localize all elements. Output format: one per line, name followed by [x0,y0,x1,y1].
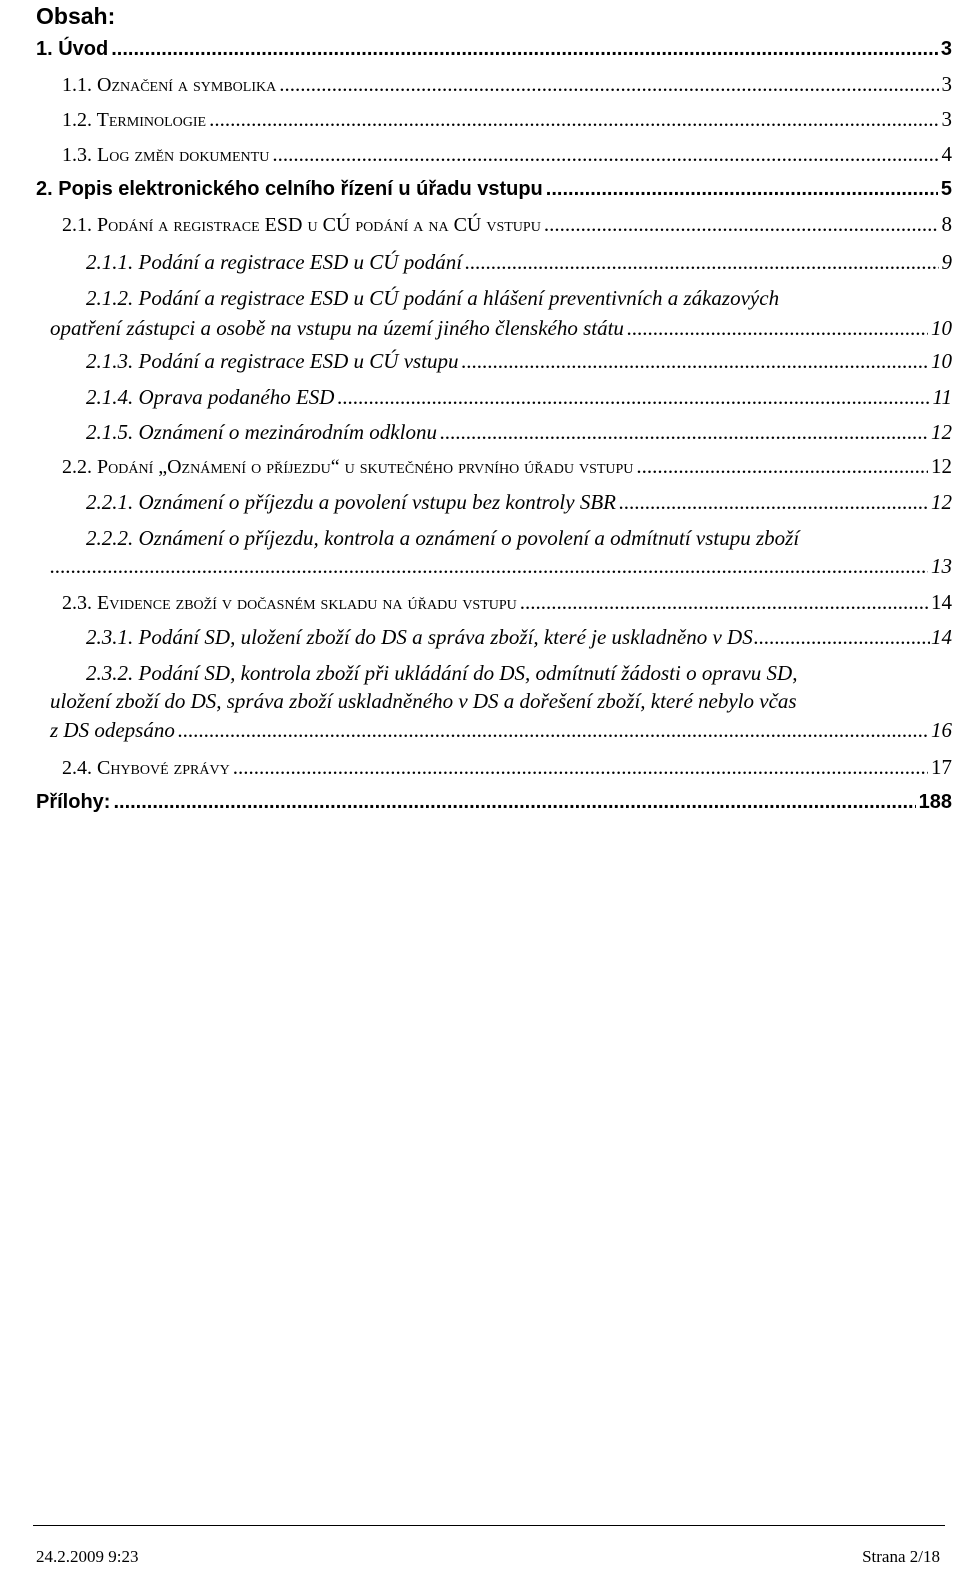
dot-leader [233,754,928,780]
toc-entry-page: 5 [940,178,952,200]
dot-leader [272,141,938,167]
dot-leader [754,624,930,650]
toc-entry-title-continued: z DS odepsáno [50,718,175,742]
toc-entry-title: 2.2.1. Oznámení o příjezdu a povolení vstupu bez kontroly SBR [86,490,616,514]
toc-entry[interactable] [0,36,960,62]
toc-entry[interactable] [0,589,960,615]
toc-entry[interactable] [0,624,960,650]
toc-entry-title: 2.1.2. Podání a registrace ESD u CÚ podání a hlášení preventivních a zákazových [86,286,780,310]
toc-entry-title: 2.3.1. Podání SD, uložení zboží do DS a správa zboží, které je uskladněno v DS [86,625,753,649]
toc-entry-page: 17 [931,755,952,779]
toc-entry[interactable] [0,525,960,581]
dot-leader [627,315,928,341]
dot-leader [178,717,928,743]
toc-entry[interactable] [0,489,960,515]
footer-page-number: Strana 2/18 [862,1547,940,1566]
dot-leader [619,489,928,515]
toc-entry-page: 3 [941,72,952,96]
toc-entry-page: 11 [932,385,952,409]
toc-entry-page: 12 [931,454,952,478]
toc-entry[interactable] [0,106,960,132]
toc-entry-page: 9 [941,250,952,274]
toc-entry-title: 1.3. Log změn dokumentu [62,144,270,166]
toc-entry-page: 12 [931,420,952,444]
toc-entry-page: 10 [931,349,952,373]
toc-entry[interactable] [0,384,960,410]
toc-entry[interactable] [0,419,960,445]
toc-entry-page: 10 [931,316,952,340]
dot-leader [636,453,928,479]
toc-entry-title: 2.1.5. Oznámení o mezinárodním odklonu [86,420,437,444]
toc-entry-title: 1. Úvod [36,38,109,60]
toc-entry-page: 13 [931,554,952,578]
toc-heading: Obsah: [36,3,116,29]
toc-entry-title: 2.3. Evidence zboží v dočasném skladu na úřadu vstupu [62,592,517,614]
dot-leader [465,249,938,275]
toc-entry[interactable] [0,141,960,167]
dot-leader [462,348,928,374]
toc-entry[interactable] [0,348,960,374]
toc-entry[interactable] [0,176,960,202]
dot-leader [544,211,939,237]
dot-leader [50,553,928,579]
toc-entry[interactable] [0,789,960,815]
toc-entry-page: 14 [931,625,952,649]
toc-entry[interactable] [0,285,960,341]
toc-entry[interactable] [0,453,960,479]
toc-entry-title: 2.2.2. Oznámení o příjezdu, kontrola a oznámení o povolení a odmítnutí vstupu zboží [86,526,800,550]
dot-leader [337,384,929,410]
toc-entry-title: 2.1.4. Oprava podaného ESD [86,385,335,409]
toc-entry-title-continued: opatření zástupci a osobě na vstupu na území jiného členského státu [50,316,624,340]
toc-entry[interactable] [0,754,960,780]
toc-entry-title: 2. Popis elektronického celního řízení u úřadu vstupu [36,178,543,200]
toc-entry-title: 2.3.2. Podání SD, kontrola zboží při ukládání do DS, odmítnutí žádosti o opravu SD, [86,661,798,685]
toc-entry-title-continued: uložení zboží do DS, správa zboží uskladněného v DS a dořešení zboží, které nebylo včas [50,689,797,713]
toc-entry-page: 3 [940,38,952,60]
toc-entry-page: 16 [931,718,952,742]
dot-leader [209,106,938,132]
toc-entry-title: Přílohy: [36,791,111,813]
toc-entry-page: 14 [931,590,952,614]
toc-entry[interactable] [0,211,960,237]
dot-leader [111,36,938,62]
toc-entry-title: 2.1.1. Podání a registrace ESD u CÚ podání [86,250,463,274]
footer-date: 24.2.2009 9:23 [36,1547,139,1566]
toc-entry[interactable] [0,71,960,97]
toc-entry-page: 188 [918,791,952,813]
toc-entry-page: 12 [931,490,952,514]
toc-entry-page: 4 [941,142,952,166]
dot-leader [546,176,938,202]
toc-entry-title: 1.1. Označení a symbolika [62,74,277,96]
toc-entry-page: 3 [941,107,952,131]
toc-entry-title: 2.2. Podání „Oznámení o příjezdu“ u skutečného prvního úřadu vstupu [62,456,634,478]
dot-leader [279,71,938,97]
dot-leader [440,419,928,445]
toc-entry[interactable] [0,660,960,744]
toc-entry-title: 2.4. Chybové zprávy [62,757,230,779]
dot-leader [113,789,915,815]
dot-leader [520,589,928,615]
toc-entry-page: 8 [941,212,952,236]
toc-entry-title: 2.1. Podání a registrace ESD u CÚ podání a na CÚ vstupu [62,214,541,236]
toc-entry-title: 2.1.3. Podání a registrace ESD u CÚ vstupu [86,349,459,373]
footer-divider [33,1525,945,1526]
toc-entry[interactable] [0,249,960,275]
toc-entry-title: 1.2. Terminologie [62,109,207,131]
